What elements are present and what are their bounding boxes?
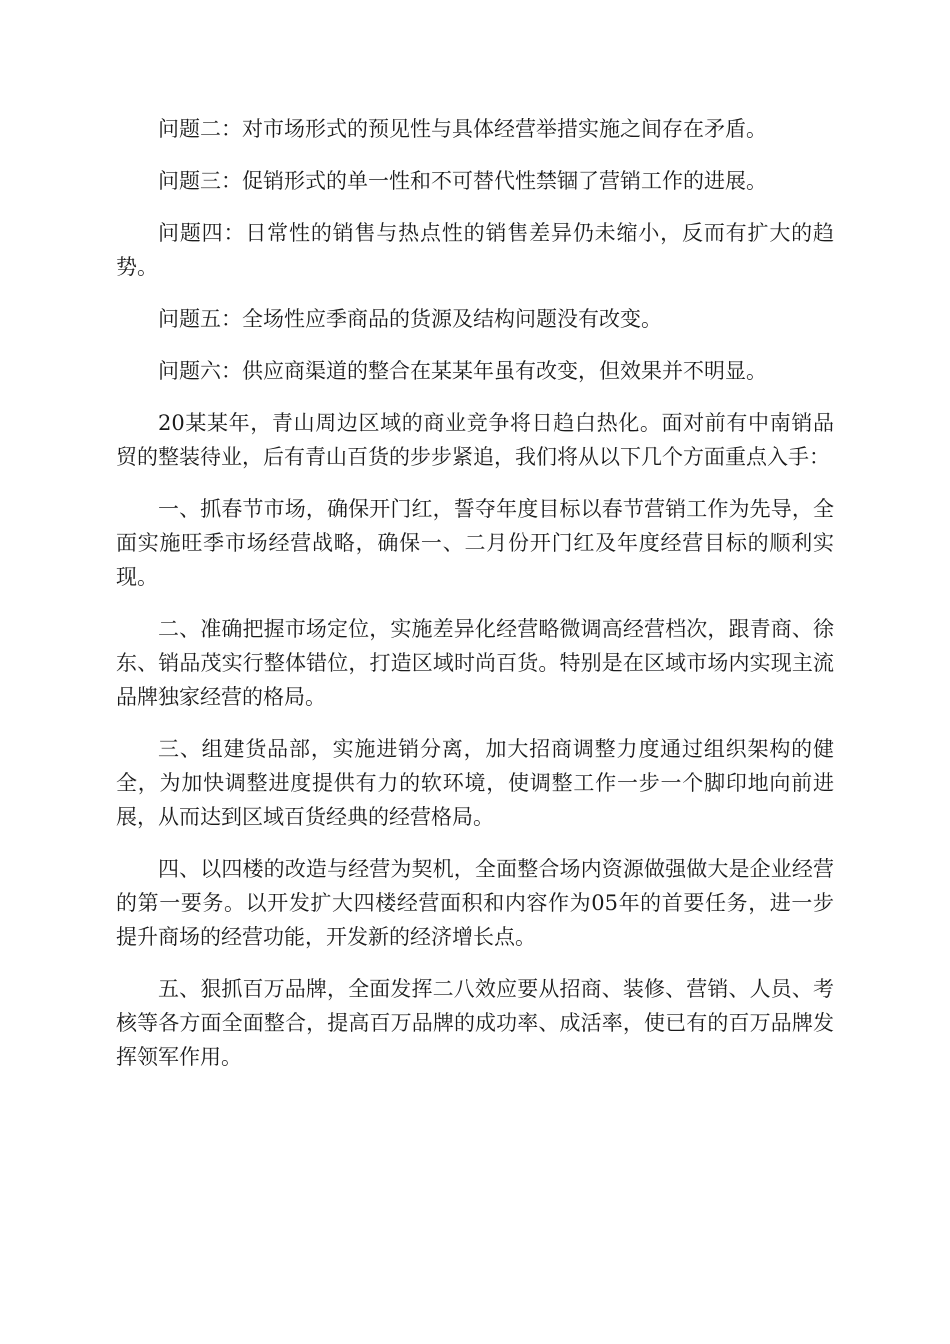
paragraph-problem-4: 问题四：日常性的销售与热点性的销售差异仍未缩小，反而有扩大的趋势。	[116, 221, 834, 279]
paragraph-problem-5: 问题五：全场性应季商品的货源及结构问题没有改变。	[158, 307, 662, 331]
paragraph-plan-1: 一、抓春节市场，确保开门红，誓夺年度目标以春节营销工作为先导，全面实施旺季市场经营战略，确保一、二月份开门红及年度经营目标的顺利实现。	[116, 497, 834, 589]
document-body	[116, 112, 834, 1092]
paragraph-plan-4: 四、以四楼的改造与经营为契机，全面整合场内资源做强做大是企业经营的第一要务。以开发扩大四楼经营面积和内容作为05年的首要任务，进一步提升商场的经营功能，开发新的经济增长点。	[116, 857, 834, 949]
paragraph-plan-3: 三、组建货品部，实施进销分离，加大招商调整力度通过组织架构的健全，为加快调整进度提供有力的软环境，使调整工作一步一个脚印地向前进展，从而达到区域百货经典的经营格局。	[116, 737, 834, 829]
paragraph-plan-2: 二、准确把握市场定位，实施差异化经营略微调高经营档次，跟青商、徐东、销品茂实行整体错位，打造区域时尚百货。特别是在区域市场内实现主流品牌独家经营的格局。	[116, 617, 834, 709]
paragraph-problem-6: 问题六：供应商渠道的整合在某某年虽有改变，但效果并不明显。	[158, 359, 767, 383]
paragraph-intro-plan: 20某某年，青山周边区域的商业竞争将日趋白热化。面对前有中南销品贸的整装待业，后有青山百货的步步紧追，我们将从以下几个方面重点入手：	[116, 411, 834, 469]
paragraph-problem-2: 问题二：对市场形式的预见性与具体经营举措实施之间存在矛盾。	[158, 117, 767, 141]
paragraph-problem-3: 问题三：促销形式的单一性和不可替代性禁锢了营销工作的进展。	[158, 169, 767, 193]
paragraph-plan-5: 五、狠抓百万品牌，全面发挥二八效应要从招商、装修、营销、人员、考核等各方面全面整合，提高百万品牌的成功率、成活率，使已有的百万品牌发挥领军作用。	[116, 977, 834, 1069]
